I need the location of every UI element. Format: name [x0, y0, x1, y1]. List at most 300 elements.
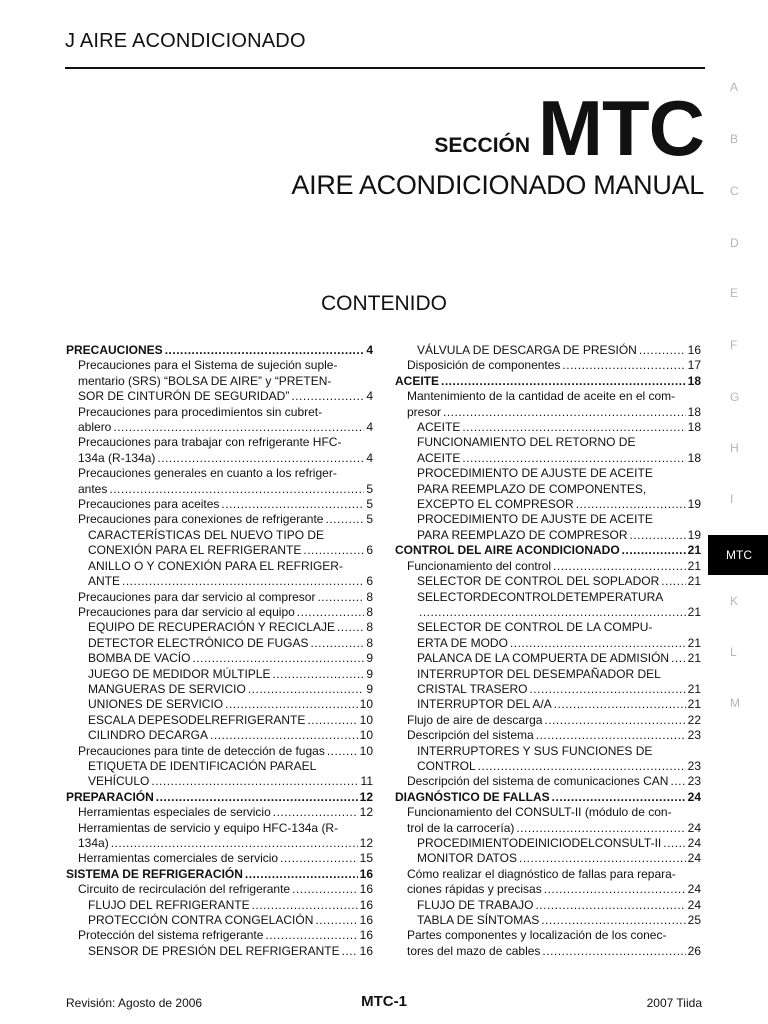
toc-entry-label: ANTE [88, 574, 121, 589]
toc-entry-label: ACEITE [417, 450, 461, 465]
toc-entry-final-line [417, 636, 701, 651]
side-index-tab-m: M [730, 696, 740, 710]
toc-entry[interactable] [395, 728, 701, 743]
toc-leader-dots [510, 636, 686, 651]
toc-leader-dots [441, 374, 686, 389]
toc-entry-label: Precauciones para dar servicio al equipo [78, 604, 295, 619]
toc-leader-dots [113, 420, 364, 435]
toc-entry[interactable] [66, 636, 373, 651]
toc-entry-line: Precauciones generales en cuanto a los refriger- [78, 466, 337, 481]
toc-entry[interactable] [395, 805, 701, 836]
toc-entry[interactable] [66, 759, 373, 790]
toc-entry-label: JUEGO DE MEDIDOR MÚLTIPLE [88, 666, 271, 681]
toc-leader-dots [122, 574, 364, 589]
toc-leader-dots [245, 867, 358, 882]
toc-entry[interactable] [66, 667, 373, 682]
toc-entry-label: ERTA DE MODO [417, 635, 508, 650]
toc-page-number: 16 [359, 882, 373, 897]
toc-entry-label: SOR DE CINTURÓN DE SEGURIDAD” [78, 389, 290, 404]
toc-entry-final-line [66, 867, 373, 882]
toc-leader-dots [225, 697, 358, 712]
toc-entry-final-line [78, 851, 373, 866]
toc-leader-dots [554, 697, 686, 712]
toc-entry-label: MANGUERAS DE SERVICIO [88, 681, 246, 696]
toc-page-number: 19 [687, 527, 701, 542]
toc-page-number: 24 [687, 882, 701, 897]
toc-entry[interactable] [395, 374, 701, 389]
toc-entry-label: PROCEDIMIENTODEINICIODELCONSULT-II [417, 836, 662, 850]
toc-page-number: 23 [687, 774, 701, 789]
toc-entry-final-line [78, 605, 373, 620]
toc-entry-line: Precauciones para trabajar con refrigerante HFC- [78, 435, 342, 450]
toc-entry-label: CILINDRO DECARGA [88, 728, 209, 743]
toc-entry-final-line [78, 928, 373, 943]
toc-entry[interactable] [66, 405, 373, 436]
toc-leader-dots [192, 651, 364, 666]
toc-entry-label: SENSOR DE PRESIÓN DEL REFRIGERANTE [88, 943, 340, 958]
toc-page-number: 16 [359, 866, 373, 881]
toc-entry-final-line [417, 528, 701, 543]
toc-page-number: 11 [360, 774, 373, 789]
toc-entry-final-line [78, 590, 373, 605]
toc-entry-line: SELECTOR DE CONTROL DE LA COMPU- [417, 620, 653, 635]
toc-entry-final-line [88, 944, 373, 959]
toc-entry-line: PARA REEMPLAZO DE COMPONENTES, [417, 481, 647, 496]
toc-leader-dots [272, 667, 364, 682]
toc-entry-label: EXCEPTO EL COMPRESOR [417, 497, 574, 512]
toc-entry-label: 134a (R-134a) [78, 450, 156, 465]
section-code: MTC [538, 84, 704, 172]
toc-entry[interactable] [66, 528, 373, 559]
toc-page-number: 12 [359, 836, 373, 850]
toc-entry[interactable] [66, 343, 373, 358]
toc-leader-dots [291, 389, 364, 404]
toc-entry-label: ACEITE [395, 373, 440, 388]
toc-entry-final-line [417, 759, 701, 774]
toc-leader-dots [303, 543, 364, 558]
toc-entry-final-line [407, 944, 701, 959]
toc-page-number: 4 [366, 343, 373, 357]
toc-page-number: 18 [687, 450, 701, 465]
toc-entry[interactable] [395, 913, 701, 928]
toc-leader-dots [630, 528, 686, 543]
toc-entry[interactable] [395, 651, 701, 666]
toc-entry[interactable] [66, 728, 373, 743]
toc-entry-label: Precauciones para aceites [78, 497, 220, 512]
toc-page-number: 18 [687, 404, 701, 419]
toc-page-number: 18 [687, 373, 701, 388]
toc-leader-dots [307, 713, 357, 728]
toc-entry[interactable] [395, 667, 701, 698]
toc-page-number: 21 [687, 558, 701, 573]
toc-page-number: 19 [687, 497, 701, 512]
toc-page-number: 15 [359, 851, 373, 866]
toc-leader-dots [542, 944, 685, 959]
toc-entry-label: VEHÍCULO [88, 774, 150, 789]
toc-entry[interactable] [395, 713, 701, 728]
toc-entry[interactable] [395, 697, 701, 712]
toc-page-number: 21 [687, 604, 701, 619]
footer-revision: Revisión: Agosto de 2006 [66, 996, 203, 1010]
toc-entry-label: EQUIPO DE RECUPERACIÓN Y RECICLAJE [88, 620, 335, 635]
toc-entry-final-line [78, 744, 373, 759]
toc-leader-dots [337, 620, 364, 635]
toc-entry-final-line [88, 574, 373, 589]
toc-entry-label: Precauciones para dar servicio al compresor [78, 589, 316, 604]
toc-entry-final-line [88, 543, 373, 558]
toc-entry-label: PRECAUCIONES [66, 343, 163, 357]
toc-page-number: 21 [687, 574, 701, 589]
toc-entry-final-line [88, 697, 373, 712]
toc-entry-line: Mantenimiento de la cantidad de aceite en el com- [407, 389, 676, 404]
toc-leader-dots [419, 605, 686, 620]
toc-page-number: 6 [366, 543, 373, 558]
toc-entry-label: Funcionamiento del control [407, 558, 552, 573]
toc-entry[interactable] [66, 898, 373, 913]
toc-entry-label: PREPARACIÓN [66, 789, 154, 804]
toc-entry-final-line [417, 497, 701, 512]
toc-entry[interactable] [66, 744, 373, 759]
toc-entry[interactable] [395, 590, 701, 621]
toc-entry[interactable] [66, 682, 373, 697]
toc-entry[interactable] [395, 435, 701, 466]
toc-page-number: 12 [359, 789, 373, 804]
toc-entry-line: Herramientas de servicio y equipo HFC-134a (R- [78, 820, 339, 835]
toc-leader-dots [670, 774, 685, 789]
toc-entry-label: SELECTOR DE CONTROL DEL SOPLADOR [417, 574, 660, 589]
toc-page-number: 23 [687, 758, 701, 773]
toc-leader-dots [315, 913, 357, 928]
toc-page-number: 10 [359, 728, 373, 743]
toc-entry[interactable] [395, 867, 701, 898]
toc-entry-line: CARACTERÍSTICAS DEL NUEVO TIPO DE [88, 527, 325, 542]
toc-entry-line: PROCEDIMIENTO DE AJUSTE DE ACEITE [417, 466, 653, 481]
toc-leader-dots [157, 451, 364, 466]
toc-entry-final-line [407, 713, 701, 728]
toc-page-number: 21 [687, 543, 701, 558]
toc-entry[interactable] [66, 605, 373, 620]
contents-title: CONTENIDO [321, 292, 447, 315]
toc-page-number: 24 [687, 820, 701, 835]
toc-page-number: 21 [687, 697, 701, 712]
toc-entry-final-line [66, 343, 373, 358]
toc-entry-line: PROCEDIMIENTO DE AJUSTE DE ACEITE [417, 512, 653, 527]
toc-page-number: 24 [687, 897, 701, 912]
toc-page-number: 26 [687, 943, 701, 958]
toc-entry-label: ciones rápidas y precisas [407, 882, 542, 897]
toc-entry-final-line [88, 651, 373, 666]
toc-page-number: 4 [366, 420, 373, 435]
toc-entry-final-line [417, 697, 701, 712]
toc-entry-label: BOMBA DE VACÍO [88, 651, 191, 666]
toc-entry-final-line [417, 605, 701, 620]
toc-page-number: 10 [359, 712, 373, 727]
toc-entry-label: Precauciones para tinte de detección de fugas [78, 743, 325, 758]
toc-entry-label: Herramientas especiales de servicio [78, 805, 271, 820]
toc-leader-dots [210, 728, 358, 743]
toc-leader-dots [478, 759, 686, 774]
side-index-tab-a: A [730, 80, 739, 94]
toc-entry-final-line [88, 620, 373, 635]
toc-entry-label: PROTECCIÓN CONTRA CONGELACIÓN [88, 913, 314, 928]
toc-entry-final-line [88, 636, 373, 651]
toc-entry-label: Disposición de componentes [407, 358, 561, 373]
toc-leader-dots [109, 482, 364, 497]
toc-entry-line: mentario (SRS) “BOLSA DE AIRE” y “PRETEN- [78, 373, 332, 388]
toc-page-number: 9 [366, 681, 373, 696]
toc-page-number: 8 [366, 604, 373, 619]
footer-model: 2007 Tiida [646, 996, 702, 1010]
toc-entry-label: DETECTOR ELECTRÓNICO DE FUGAS [88, 635, 309, 650]
toc-entry-label: Herramientas comerciales de servicio [78, 851, 279, 866]
toc-entry[interactable] [395, 512, 701, 543]
toc-entry[interactable] [395, 836, 701, 851]
toc-leader-dots [536, 728, 686, 743]
toc-entry-final-line [78, 420, 373, 435]
side-index-tab-b: B [730, 132, 739, 146]
toc-entry[interactable] [66, 882, 373, 897]
toc-entry-final-line [88, 728, 373, 743]
toc-entry-final-line [417, 898, 701, 913]
toc-page-number: 16 [687, 343, 701, 357]
toc-entry-label: tores del mazo de cables [407, 943, 541, 958]
toc-entry-final-line [417, 451, 701, 466]
toc-entry-final-line [78, 836, 373, 851]
toc-entry[interactable] [395, 466, 701, 512]
toc-entry[interactable] [395, 928, 701, 959]
toc-leader-dots [280, 851, 358, 866]
toc-entry-final-line [78, 512, 373, 527]
toc-entry-label: Protección del sistema refrigerante [78, 928, 264, 943]
toc-entry[interactable] [66, 651, 373, 666]
toc-entry[interactable] [395, 389, 701, 420]
toc-entry[interactable] [66, 713, 373, 728]
toc-leader-dots [553, 559, 686, 574]
toc-entry-final-line [407, 728, 701, 743]
toc-entry-final-line [78, 389, 373, 404]
toc-entry[interactable] [66, 590, 373, 605]
toc-entry-final-line [395, 374, 701, 389]
toc-entry[interactable] [66, 851, 373, 866]
toc-entry[interactable] [66, 358, 373, 404]
toc-entry[interactable] [395, 559, 701, 574]
toc-leader-dots [519, 851, 686, 866]
toc-page-number: 23 [687, 728, 701, 743]
toc-entry[interactable] [66, 805, 373, 820]
footer-page-number: MTC-1 [361, 993, 407, 1010]
toc-entry[interactable] [66, 821, 373, 852]
toc-entry[interactable] [395, 774, 701, 789]
toc-leader-dots [165, 343, 365, 358]
toc-entry-final-line [407, 358, 701, 373]
toc-entry[interactable] [66, 497, 373, 512]
section-title-block [291, 84, 704, 201]
toc-entry-final-line [417, 836, 701, 851]
toc-entry-label: TABLA DE SÍNTOMAS [417, 913, 540, 928]
toc-entry-final-line [407, 405, 701, 420]
toc-entry-label: PARA REEMPLAZO DE COMPRESOR [417, 527, 628, 542]
toc-entry-line: Precauciones para el Sistema de sujeción suple- [78, 358, 338, 373]
toc-entry[interactable] [66, 790, 373, 805]
toc-entry-final-line [417, 574, 701, 589]
toc-entry-label: INTERRUPTOR DEL A/A [417, 697, 552, 712]
toc-leader-dots [552, 790, 686, 805]
toc-entry-line: FUNCIONAMIENTO DEL RETORNO DE [417, 435, 636, 450]
toc-leader-dots [661, 574, 685, 589]
toc-entry-label: antes [78, 481, 108, 496]
toc-leader-dots [541, 913, 685, 928]
toc-leader-dots [310, 636, 364, 651]
toc-entry-label: Precauciones para conexiones de refrigerante [78, 512, 324, 527]
toc-entry[interactable] [395, 420, 701, 435]
toc-entry[interactable] [66, 435, 373, 466]
toc-page-number: 16 [359, 943, 373, 958]
section-word: SECCIÓN [434, 134, 531, 157]
toc-leader-dots [317, 590, 364, 605]
toc-leader-dots [327, 744, 358, 759]
toc-leader-dots [297, 605, 365, 620]
toc-leader-dots [252, 898, 358, 913]
toc-entry-label: trol de la carrocería) [407, 820, 515, 835]
toc-leader-dots [292, 882, 358, 897]
toc-entry[interactable] [66, 620, 373, 635]
toc-entry[interactable] [395, 898, 701, 913]
toc-page-number: 6 [366, 574, 373, 589]
toc-leader-dots [671, 651, 686, 666]
side-index-tab-c: C [730, 184, 739, 198]
toc-page-number: 10 [359, 743, 373, 758]
toc-entry[interactable] [66, 697, 373, 712]
side-index-tab-mtc[interactable]: MTC [708, 535, 768, 575]
toc-entry-label: CONTROL DEL AIRE ACONDICIONADO [395, 543, 620, 558]
toc-page-number: 4 [366, 450, 373, 465]
toc-entry[interactable] [395, 574, 701, 589]
toc-entry-final-line [407, 559, 701, 574]
toc-entry-label: MONITOR DATOS [417, 851, 518, 866]
toc-entry-label: ACEITE [417, 420, 461, 435]
toc-entry[interactable] [66, 559, 373, 590]
toc-leader-dots [576, 497, 686, 512]
toc-entry-label: Flujo de aire de descarga [407, 712, 543, 727]
toc-entry-final-line [417, 651, 701, 666]
toc-entry-line: ANILLO O Y CONEXIÓN PARA EL REFRIGER- [88, 558, 343, 573]
toc-page-number: 18 [687, 420, 701, 435]
toc-page-number: 25 [687, 913, 701, 928]
toc-page-number: 22 [687, 712, 701, 727]
toc-entry-final-line [78, 497, 373, 512]
toc-entry[interactable] [395, 343, 701, 358]
toc-entry[interactable] [395, 543, 701, 558]
toc-entry-label: VÁLVULA DE DESCARGA DE PRESIÓN [417, 343, 637, 357]
toc-leader-dots [342, 944, 358, 959]
toc-entry-line: Partes componentes y localización de los conec- [407, 928, 667, 943]
toc-entry[interactable] [66, 944, 373, 959]
toc-page-number: 24 [687, 789, 701, 804]
toc-entry[interactable] [66, 913, 373, 928]
section-title-row [291, 84, 704, 172]
toc-page-number: 17 [687, 358, 701, 373]
toc-page-number: 21 [687, 651, 701, 666]
toc-entry-label: 134a) [78, 836, 109, 850]
toc-leader-dots [663, 836, 685, 851]
toc-entry-final-line [395, 790, 701, 805]
toc-entry-line: Cómo realizar el diagnóstico de fallas para repara- [407, 866, 676, 881]
toc-page-number: 21 [687, 681, 701, 696]
toc-page-number: 9 [366, 651, 373, 666]
toc-page-number: 5 [366, 481, 373, 496]
toc-leader-dots [562, 358, 685, 373]
toc-entry-final-line [407, 821, 701, 836]
toc-entry-label: Descripción del sistema [407, 728, 534, 743]
toc-leader-dots [544, 713, 685, 728]
toc-entry[interactable] [395, 851, 701, 866]
side-index-tab-i: I [730, 492, 734, 506]
side-index-tab-l: L [730, 645, 737, 659]
toc-page-number: 24 [687, 836, 701, 850]
side-index-tab-f: F [730, 338, 738, 352]
toc-entry-final-line [88, 898, 373, 913]
toc-entry-label: CONTROL [417, 758, 476, 773]
toc-entry[interactable] [66, 466, 373, 497]
toc-entry-label: presor [407, 404, 442, 419]
toc-entry[interactable] [395, 358, 701, 373]
toc-entry-line: Funcionamiento del CONSULT-II (módulo de con- [407, 805, 672, 820]
toc-entry[interactable] [66, 512, 373, 527]
toc-right-column [395, 343, 701, 959]
toc-entry-final-line [407, 774, 701, 789]
toc-page-number: 9 [366, 666, 373, 681]
toc-entry-label: CRISTAL TRASERO [417, 681, 528, 696]
toc-entry-label: CONEXIÓN PARA EL REFRIGERANTE [88, 543, 302, 558]
toc-entry-final-line [417, 343, 701, 358]
toc-entry[interactable] [395, 620, 701, 651]
toc-entry-final-line [417, 420, 701, 435]
toc-entry-final-line [395, 543, 701, 558]
toc-entry-label: Circuito de recirculación del refrigerante [78, 882, 291, 897]
toc-leader-dots [639, 343, 686, 358]
toc-page-number: 16 [359, 928, 373, 943]
toc-entry[interactable] [66, 928, 373, 943]
toc-page-number: 8 [366, 589, 373, 604]
toc-leader-dots [529, 682, 685, 697]
toc-entry-label: FLUJO DEL REFRIGERANTE [88, 897, 250, 912]
toc-leader-dots [443, 405, 686, 420]
toc-leader-dots [535, 898, 685, 913]
header-rule [65, 67, 705, 69]
toc-page-number: 8 [366, 620, 373, 635]
toc-entry-final-line [407, 882, 701, 897]
toc-entry-final-line [78, 482, 373, 497]
toc-entry-label: ESCALA DEPESODELREFRIGERANTE [88, 712, 306, 727]
manual-title: AIRE ACONDICIONADO MANUAL [291, 170, 704, 200]
toc-leader-dots [544, 882, 686, 897]
toc-entry[interactable] [395, 790, 701, 805]
toc-page-number: 24 [687, 851, 701, 866]
toc-leader-dots [622, 543, 686, 558]
side-index-tab-k: K [730, 594, 739, 608]
toc-page-number: 12 [359, 805, 373, 820]
side-index-tab-e: E [730, 286, 739, 300]
toc-entry[interactable] [395, 744, 701, 775]
side-index-tab-h: H [730, 441, 739, 455]
toc-entry-final-line [78, 882, 373, 897]
toc-entry-final-line [88, 913, 373, 928]
toc-entry-line: ETIQUETA DE IDENTIFICACIÓN PARAEL [88, 758, 317, 773]
toc-leader-dots [516, 821, 685, 836]
toc-page-number: 8 [366, 635, 373, 650]
toc-leader-dots [265, 928, 357, 943]
toc-entry[interactable] [66, 867, 373, 882]
